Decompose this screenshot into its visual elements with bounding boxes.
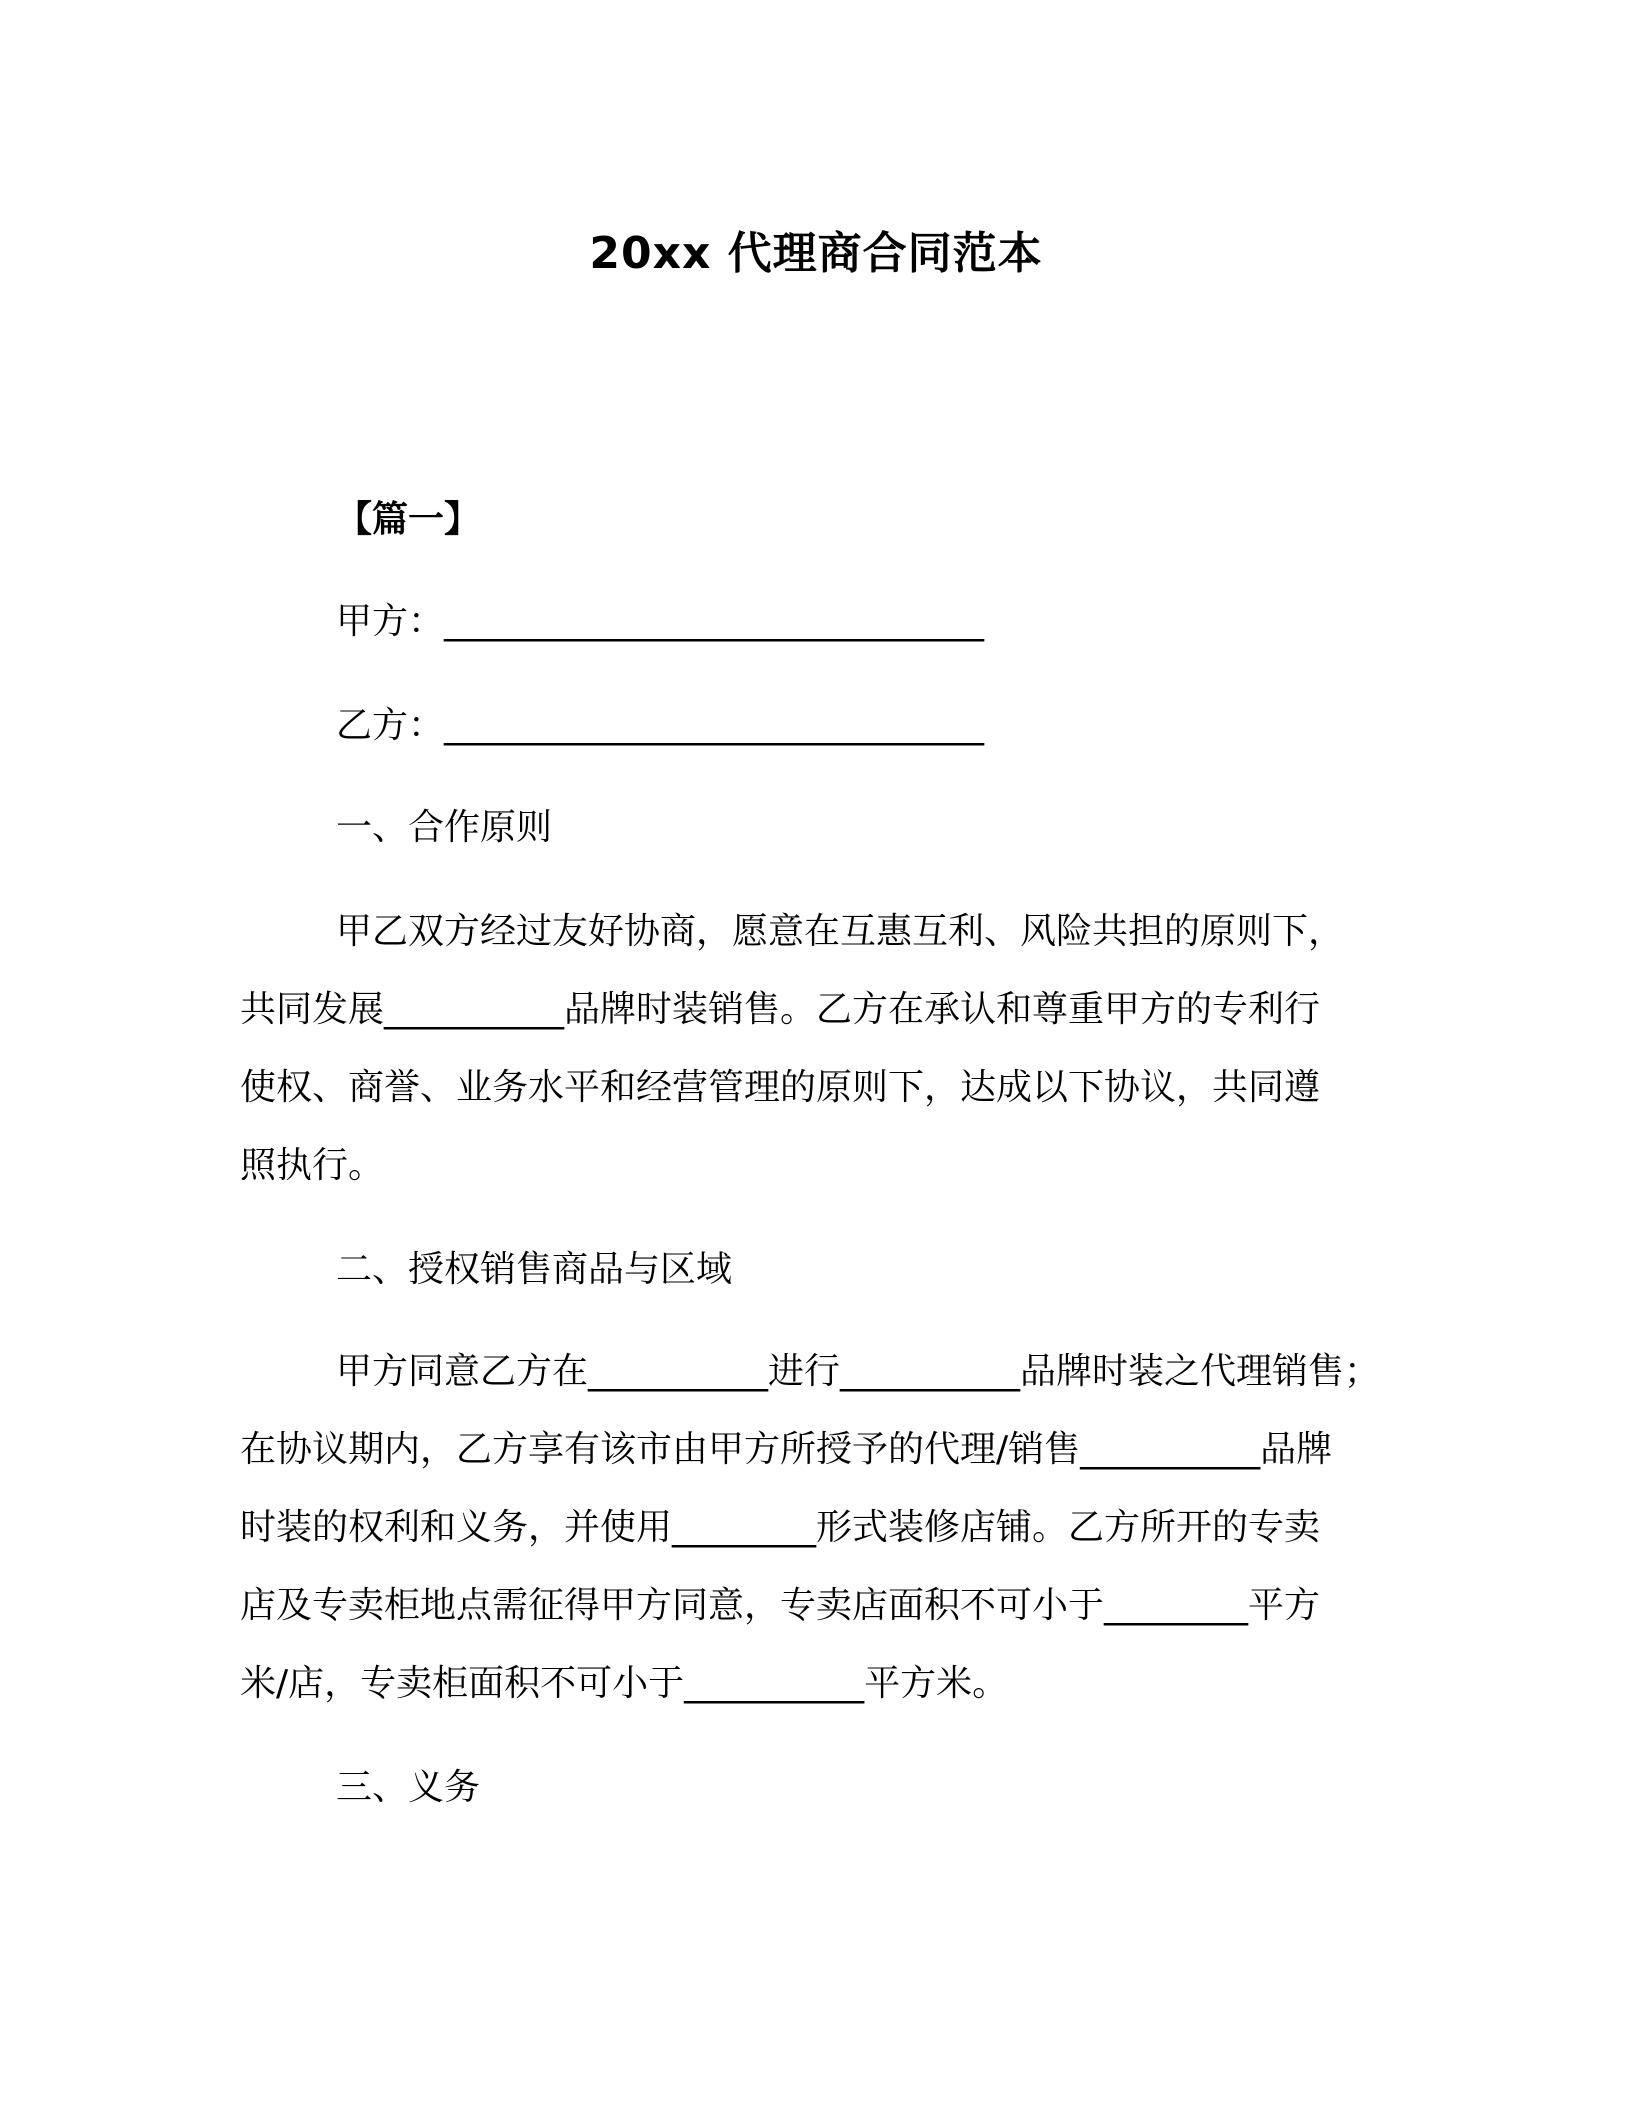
heading-authorized-sales: 二、授权销售商品与区域 — [336, 1249, 733, 1290]
paragraph-2-line-3: 时装的权利和义务，并使用________形式装修店铺。乙方所开的专卖 — [240, 1507, 1321, 1548]
paragraph-1-line-4: 照执行。 — [240, 1145, 385, 1186]
heading-obligations: 三、义务 — [336, 1767, 481, 1808]
paragraph-2-line-5: 米/店，专卖柜面积不可小于__________平方米。 — [240, 1663, 1009, 1704]
party-b-line: 乙方：______________________________ — [336, 705, 985, 746]
paragraph-1-line-3: 使权、商誉、业务水平和经营管理的原则下，达成以下协议，共同遵 — [240, 1067, 1321, 1108]
paragraph-2-line-2: 在协议期内，乙方享有该市由甲方所授予的代理/销售__________品牌 — [240, 1429, 1333, 1470]
section-label: 【篇一】 — [336, 499, 481, 540]
paragraph-1-line-1: 甲乙双方经过友好协商，愿意在互惠互利、风险共担的原则下， — [336, 911, 1345, 952]
heading-cooperation-principle: 一、合作原则 — [336, 807, 553, 848]
paragraph-1-line-2: 共同发展__________品牌时装销售。乙方在承认和尊重甲方的专利行 — [240, 989, 1321, 1030]
paragraph-2-line-1: 甲方同意乙方在__________进行__________品牌时装之代理销售； — [336, 1351, 1381, 1392]
party-a-line: 甲方：______________________________ — [336, 601, 985, 642]
document-title: 20xx 代理商合同范本 — [589, 228, 1043, 279]
paragraph-2-line-4: 店及专卖柜地点需征得甲方同意，专卖店面积不可小于________平方 — [240, 1585, 1321, 1626]
